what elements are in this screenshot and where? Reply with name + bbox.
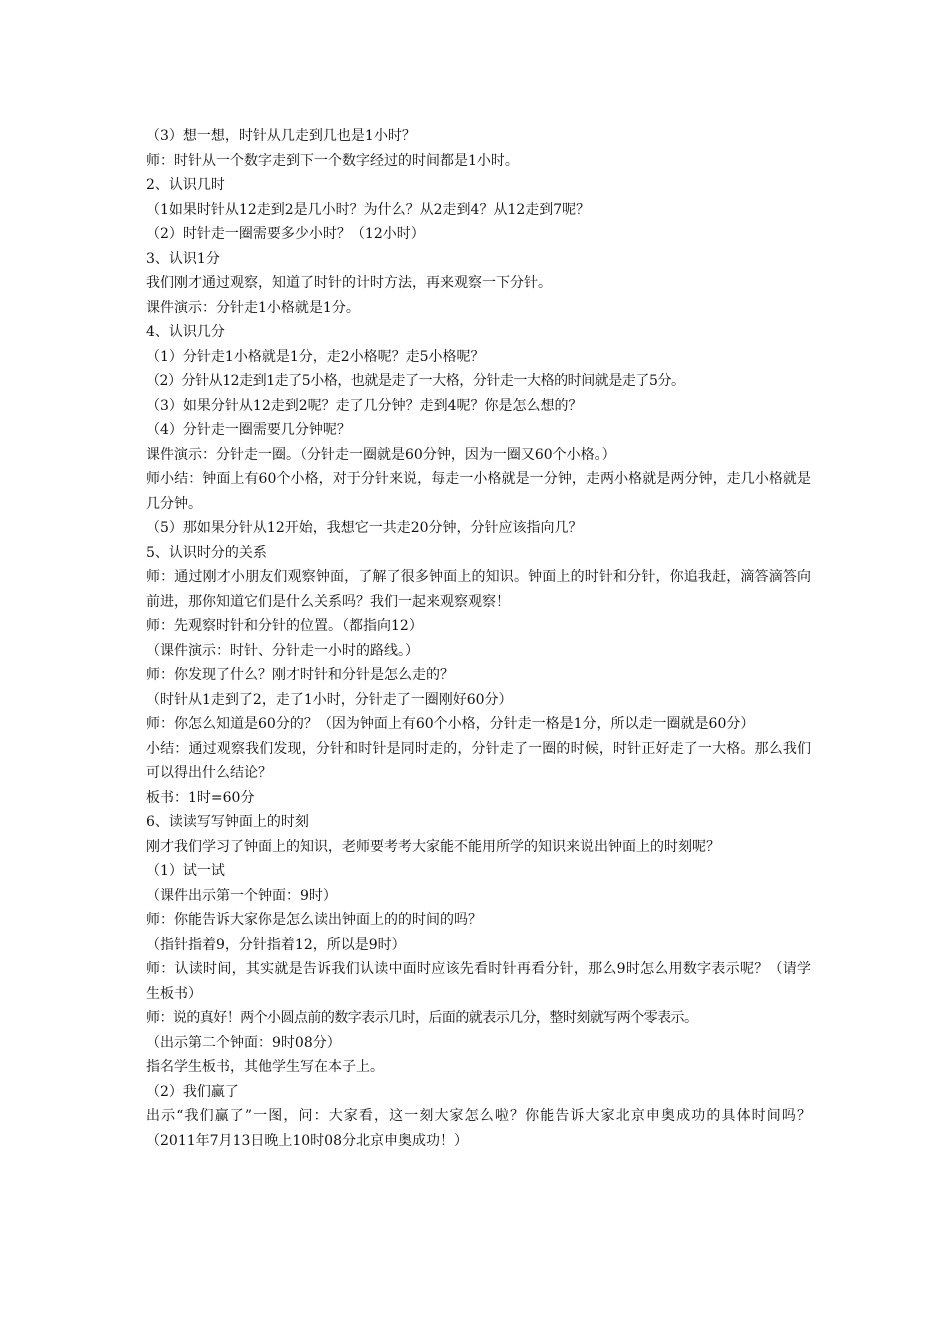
text-line: 师：先观察时针和分针的位置。（都指向12） xyxy=(146,618,423,634)
text-paragraph: 小结：通过观察我们发现，分针和时针是同时走的，分针走了一圈的时候，时针正好走了一大格。那么我们可以得出什么结论？ xyxy=(146,740,811,781)
text-line: （时针从1走到了2，走了1小时，分针走了一圈刚好60分） xyxy=(146,691,513,708)
text-line: 师：说的真好！两个小圆点前的数字表示几时，后面的就表示几分，整时刻就写两个零表示。 xyxy=(146,1010,698,1026)
section-heading: 4、认识几分 xyxy=(146,324,225,340)
section-heading: 5、认识时分的关系 xyxy=(146,544,267,561)
section-heading: 6、读读写写钟面上的时刻 xyxy=(146,814,309,830)
document-page xyxy=(146,124,811,1153)
text-paragraph: 刚才我们学习了钟面上的知识，老师要考考大家能不能用所学的知识来说出钟面上的时刻呢？ xyxy=(146,838,720,855)
text-line: （2）时针走一圈需要多少小时？（12小时） xyxy=(146,226,425,242)
text-line: 师：你发现了什么？刚才时针和分针是怎么走的？ xyxy=(146,667,454,683)
text-line: （4）分针走一圈需要几分钟呢？ xyxy=(146,422,351,438)
text-line: （2）分针从12走到1走了5小格，也就是走了一大格，分针走一大格的时间就是走了5分。 xyxy=(146,373,685,389)
section-heading: 2、认识几时 xyxy=(146,177,225,193)
text-line: （1）分针走1小格就是1分，走2小格呢？走5小格呢？ xyxy=(146,348,485,365)
text-line: （指针指着9，分针指着12，所以是9时） xyxy=(146,936,406,953)
text-line: （3）如果分针从12走到2呢？走了几分钟？走到4呢？你是怎么想的？ xyxy=(146,397,583,414)
text-line: 我们刚才通过观察，知道了时针的计时方法，再来观察一下分针。 xyxy=(146,275,552,291)
text-line: 课件演示：分针走1小格就是1分。 xyxy=(146,299,360,316)
text-line: （2）我们赢了 xyxy=(146,1083,239,1100)
text-line: （1如果时针从12走到2是几小时？为什么？从2走到4？从12走到7呢？ xyxy=(146,201,591,218)
section-heading: 3、认识1分 xyxy=(146,250,220,267)
text-paragraph: 师：通过刚才小朋友们观察钟面，了解了很多钟面上的知识。钟面上的时针和分针，你追我赶，滴答滴答向前进，那你知道它们是什么关系吗？我们一起来观察观察！ xyxy=(146,569,811,610)
text-line: （课件出示第一个钟面：9时） xyxy=(146,887,337,904)
text-line: （3）想一想，时针从几走到几也是1小时？ xyxy=(146,128,416,144)
text-paragraph: 师：你怎么知道是60分的？（因为钟面上有60个小格，分针走一格是1分，所以走一圈就是60分） xyxy=(146,716,755,732)
text-line: （出示第二个钟面：9时08分） xyxy=(146,1034,341,1051)
text-paragraph: 出示“我们赢了”一图，问：大家看，这一刻大家怎么啦？你能告诉大家北京申奥成功的具体时间吗？（2011年7月13日晚上10时08分北京申奥成功！） xyxy=(146,1108,811,1149)
text-line: 师：时针从一个数字走到下一个数字经过的时间都是1小时。 xyxy=(146,152,519,169)
text-paragraph: 师小结：钟面上有60个小格，对于分针来说，每走一小格就是一分钟，走两小格就是两分钟，走几小格就是几分钟。 xyxy=(146,471,811,512)
text-line: 师：你能告诉大家你是怎么读出钟面上的的时间的吗？ xyxy=(146,912,482,928)
text-line: （5）那如果分针从12开始，我想它一共走20分钟，分针应该指向几？ xyxy=(146,520,583,536)
text-line: 板书：1时=60分 xyxy=(146,789,255,806)
text-line: 指名学生板书，其他学生写在本子上。 xyxy=(146,1059,384,1075)
text-line: （课件演示：时针、分针走一小时的路线。） xyxy=(146,642,419,659)
text-line: 课件演示：分针走一圈。（分针走一圈就是60分钟，因为一圈又60个小格。） xyxy=(146,446,616,463)
text-paragraph: 师：认读时间，其实就是告诉我们认读中面时应该先看时针再看分针，那么9时怎么用数字表示呢？（请学生板书） xyxy=(146,961,811,1002)
text-line: （1）试一试 xyxy=(146,863,225,879)
